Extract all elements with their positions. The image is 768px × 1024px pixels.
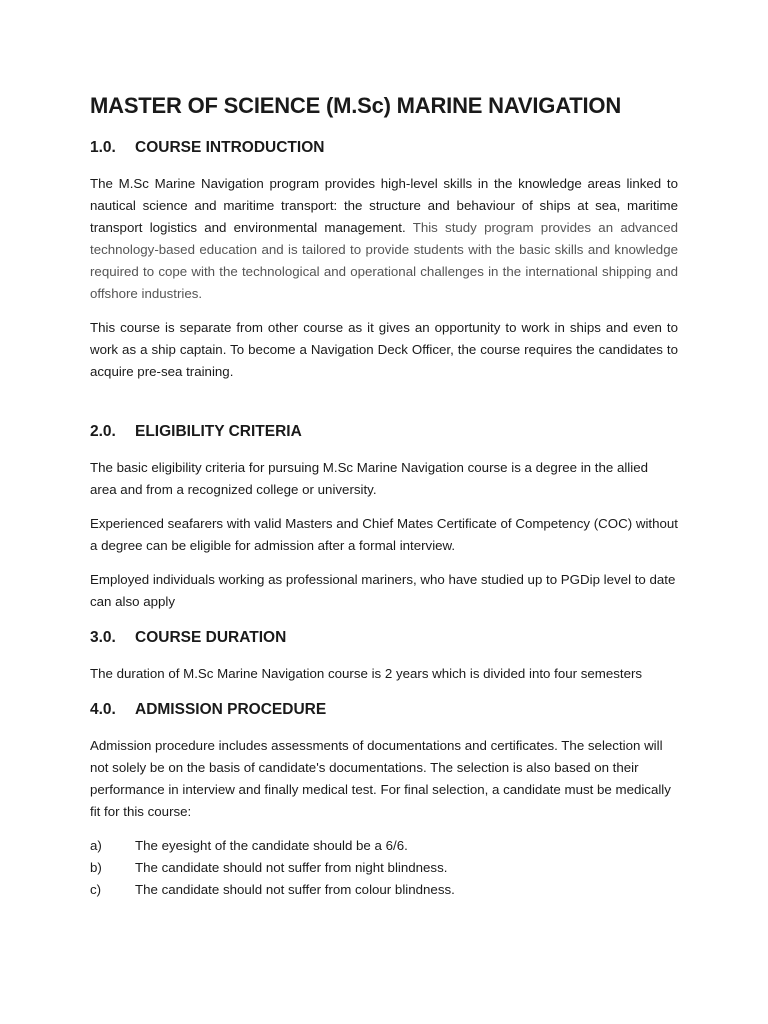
- list-item-text: The candidate should not suffer from night blindness.: [135, 860, 448, 875]
- paragraph-seafarers: Experienced seafarers with valid Masters and Chief Mates Certificate of Competency (COC) without a degree can be eligible for admission after a formal interview.: [90, 516, 678, 553]
- section-title: COURSE INTRODUCTION: [135, 139, 325, 156]
- section-title: ADMISSION PROCEDURE: [135, 701, 327, 718]
- paragraph-text: The M.Sc Marine Navigation program provides high-level skills in the knowledge areas linked to nautical science and maritime transport: the structure and behaviour of ships at sea, maritime transport logistics and environmental management.: [90, 176, 678, 235]
- list-item-text: The eyesight of the candidate should be a 6/6.: [135, 838, 408, 853]
- medical-requirements-list: [90, 835, 678, 901]
- section-heading-admission-procedure: [90, 701, 678, 719]
- list-item: [90, 835, 678, 857]
- section-number: 4.0.: [90, 701, 116, 718]
- list-marker: a): [90, 838, 102, 853]
- paragraph-introduction: [90, 173, 678, 305]
- section-heading-eligibility-criteria: [90, 423, 678, 441]
- list-item-text: The candidate should not suffer from colour blindness.: [135, 882, 455, 897]
- paragraph-text-muted: This study program provides an advanced technology-based education and is tailored to provide students with the basic skills and knowledge required to cope with the technological and operational challenges in the international shipping and offshore industries.: [90, 220, 678, 301]
- section-heading-course-duration: [90, 629, 678, 647]
- document-title: MASTER OF SCIENCE (M.Sc) MARINE NAVIGATION: [90, 93, 622, 118]
- section-heading-course-introduction: [90, 139, 678, 157]
- paragraph-admission: Admission procedure includes assessments of documentations and certificates. The selection will not solely be on the basis of candidate's documentations. The selection is also based on their performance in interview and finally medical test. For final selection, a candidate must be medically fit for this course:: [90, 738, 671, 819]
- section-title: ELIGIBILITY CRITERIA: [135, 423, 302, 440]
- section-number: 1.0.: [90, 139, 116, 156]
- paragraph-course-separate: This course is separate from other course as it gives an opportunity to work in ships and even to work as a ship captain. To become a Navigation Deck Officer, the course requires the candidates to acquire pre-sea training.: [90, 320, 678, 379]
- list-marker: c): [90, 882, 102, 897]
- list-item: [90, 879, 678, 901]
- section-number: 2.0.: [90, 423, 116, 440]
- paragraph-duration: The duration of M.Sc Marine Navigation course is 2 years which is divided into four semesters: [90, 666, 643, 681]
- section-title: COURSE DURATION: [135, 629, 287, 646]
- list-marker: b): [90, 860, 102, 875]
- section-number: 3.0.: [90, 629, 116, 646]
- list-item: [90, 857, 678, 879]
- paragraph-employed-individuals: Employed individuals working as professional mariners, who have studied up to PGDip level to date can also apply: [90, 572, 676, 609]
- paragraph-basic-eligibility: The basic eligibility criteria for pursuing M.Sc Marine Navigation course is a degree in the allied area and from a recognized college or university.: [90, 460, 648, 497]
